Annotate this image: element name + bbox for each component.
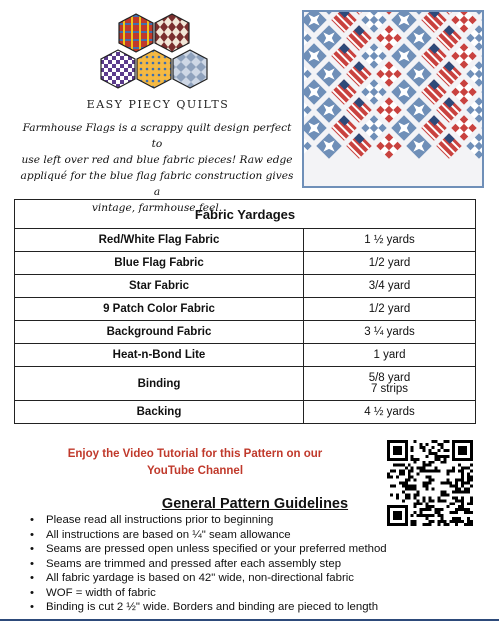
promo-line: YouTube Channel: [146, 465, 244, 477]
fabric-amount: 1 ½ yards: [304, 229, 476, 252]
quilt-preview-image: [302, 10, 484, 188]
table-row: [15, 321, 476, 344]
list-item: • Please read all instructions prior to beginning: [28, 513, 488, 528]
table-row: [15, 298, 476, 321]
fabric-amount: [304, 367, 476, 401]
fabric-name: Star Fabric: [15, 275, 304, 298]
fabric-amount: 1/2 yard: [304, 252, 476, 275]
table-row: [15, 229, 476, 252]
fabric-name: Binding: [15, 367, 304, 401]
intro-line: vintage, farmhouse feel.: [91, 202, 223, 214]
table-row: [15, 252, 476, 275]
fabric-name: Red/White Flag Fabric: [15, 229, 304, 252]
bottom-divider: [0, 619, 499, 621]
fabric-amount: 1/2 yard: [304, 298, 476, 321]
fabric-name: Backing: [15, 401, 304, 424]
fabric-name: Background Fabric: [15, 321, 304, 344]
fabric-amount-line: 7 strips: [370, 382, 409, 395]
brand-name: EASY PIECY QUILTS: [86, 98, 230, 111]
list-item: • WOF = width of fabric: [28, 586, 488, 601]
quilt-preview-icon: [304, 12, 482, 186]
intro-line: Farmhouse Flags is a scrappy quilt design perfect to: [22, 122, 292, 150]
list-item: • Seams are trimmed and pressed after each assembly step: [28, 557, 488, 572]
promo-line: Enjoy the Video Tutorial for this Pattern on our: [67, 448, 323, 460]
fabric-amount: 3 ¼ yards: [304, 321, 476, 344]
table-title: Fabric Yardages: [15, 200, 476, 229]
fabric-amount: 1 yard: [304, 344, 476, 367]
fabric-name: 9 Patch Color Fabric: [15, 298, 304, 321]
table-row: [15, 344, 476, 367]
fabric-name: Heat-n-Bond Lite: [15, 344, 304, 367]
guidelines-title: General Pattern Guidelines: [161, 496, 349, 512]
list-item: • All instructions are based on ¼" seam allowance: [28, 528, 488, 543]
intro-line: use left over red and blue fabric pieces! Raw edge: [21, 154, 293, 166]
table-row: [15, 367, 476, 401]
fabric-amount: 4 ½ yards: [304, 401, 476, 424]
fabric-name: Blue Flag Fabric: [15, 252, 304, 275]
table-header-row: [15, 200, 476, 229]
list-item: • Seams are pressed open unless specified or your preferred method: [28, 542, 488, 557]
intro-line: appliqué for the blue flag fabric construction gives a: [20, 170, 294, 198]
list-item: • Binding is cut 2 ½" wide. Borders and binding are pieced to length: [28, 600, 488, 615]
fabric-yardage-table: [14, 199, 476, 424]
list-item: • All fabric yardage is based on 42" wide, non-directional fabric: [28, 571, 488, 586]
table-row: [15, 401, 476, 424]
guidelines-list: [28, 513, 488, 615]
video-tutorial-promo: [50, 446, 340, 480]
hexagon-fabric-logo-icon: [96, 12, 218, 112]
fabric-amount: 3/4 yard: [304, 275, 476, 298]
fabric-amount-line: 5/8 yard: [368, 371, 411, 384]
table-row: [15, 275, 476, 298]
